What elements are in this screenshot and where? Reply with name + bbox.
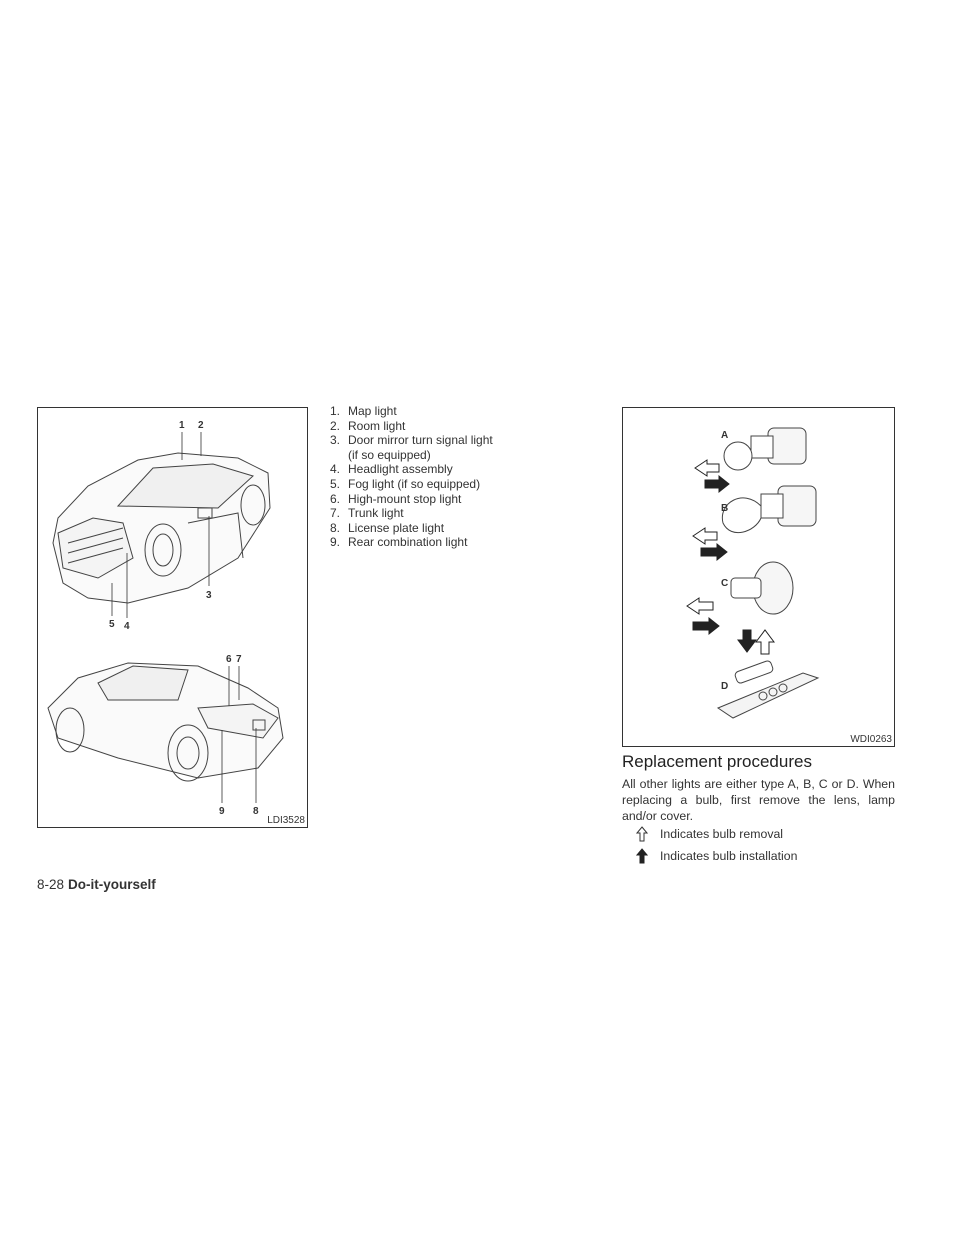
solid-up-arrow-icon xyxy=(630,848,654,864)
bulb-illustration xyxy=(623,408,896,748)
legend-item: 3. Door mirror turn signal light xyxy=(330,433,493,448)
legend-item: 5. Fog light (if so equipped) xyxy=(330,476,481,491)
callout-3: 3 xyxy=(206,590,212,601)
legend-item: 4. Headlight assembly xyxy=(330,462,453,477)
outline-up-arrow-icon xyxy=(630,826,654,842)
callout-2: 2 xyxy=(198,420,204,431)
callout-4: 4 xyxy=(124,621,130,632)
car-illustration xyxy=(38,408,309,829)
bulb-types-figure xyxy=(622,407,895,747)
callout-7: 7 xyxy=(236,654,242,665)
legend-item: 9. Rear combination light xyxy=(330,535,468,550)
legend-item: (if so equipped) xyxy=(348,447,431,462)
page-number: 8-28 xyxy=(37,877,65,892)
section-name: Do-it-yourself xyxy=(68,877,156,892)
callout-1: 1 xyxy=(179,420,185,431)
page-footer xyxy=(37,877,156,892)
bulb-type-c: C xyxy=(721,578,729,589)
legend-item: 1. Map light xyxy=(330,404,397,418)
legend-item: 8. License plate light xyxy=(330,520,445,535)
legend-item: 2. Room light xyxy=(330,418,406,433)
indicator-removal: Indicates bulb removal xyxy=(630,826,783,842)
legend-item: 7. Trunk light xyxy=(330,506,404,521)
indicator-installation: Indicates bulb installation xyxy=(630,848,797,864)
legend-item: 6. High-mount stop light xyxy=(330,491,462,506)
callout-6: 6 xyxy=(226,654,232,665)
light-locations-legend xyxy=(330,404,590,550)
callout-9: 9 xyxy=(219,806,225,817)
car-lights-figure xyxy=(37,407,308,828)
figure-code: WDI0263 xyxy=(850,734,892,745)
figure-code: LDI3528 xyxy=(267,815,305,826)
section-heading: Replacement procedures xyxy=(622,752,812,771)
bulb-type-d: D xyxy=(721,681,729,692)
section-body: All other lights are either type A, B, C or D. When replacing a bulb, first remove the lens, lamp and/or cover. xyxy=(622,777,895,823)
bulb-type-b: B xyxy=(721,503,729,514)
callout-5: 5 xyxy=(109,619,115,630)
bulb-type-a: A xyxy=(721,430,729,441)
callout-8: 8 xyxy=(253,806,259,817)
